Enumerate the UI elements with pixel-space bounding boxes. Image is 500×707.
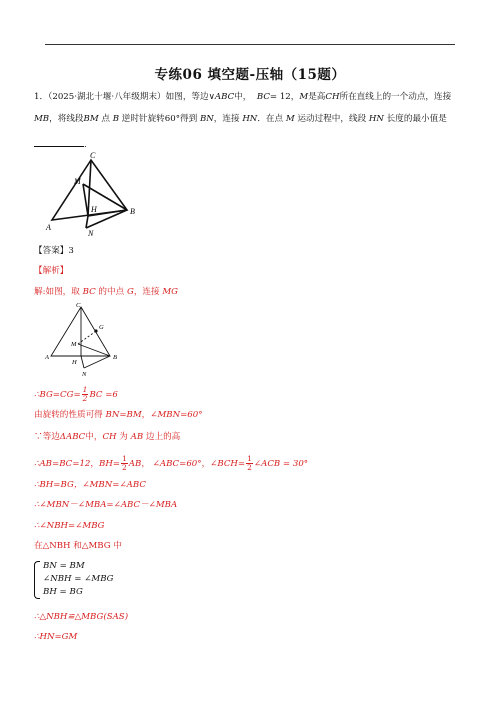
fraction-denominator: 2: [122, 463, 127, 472]
step-text: ，: [141, 459, 150, 469]
question-line-1: [34, 92, 451, 103]
fraction-half: [82, 386, 89, 403]
point-g: [94, 329, 97, 332]
segment-hn: [86, 216, 88, 228]
question-figure: [44, 150, 140, 236]
label-a: A: [46, 223, 51, 232]
step-4: [34, 455, 308, 472]
fraction-numerator: 1: [122, 454, 127, 463]
label-n: N: [88, 229, 94, 236]
label-a: A: [45, 354, 49, 361]
label-n: N: [82, 371, 87, 378]
question-text: 是高: [308, 92, 326, 102]
question-text: 如图，等边: [165, 92, 209, 102]
fraction-denominator: 2: [247, 463, 252, 472]
step-7: ∴∠NBH=∠MBG: [34, 521, 105, 531]
answer-label: 【答案】: [34, 246, 69, 256]
step-text: ∵等边: [34, 432, 60, 442]
math-ch: CH: [325, 92, 340, 102]
math-triangle-abc: ∨ABC: [208, 92, 235, 102]
math-angle-acb: ∠ACB = 30°: [253, 459, 309, 469]
math-hn: HN: [242, 114, 258, 124]
question-text: ．在点: [257, 114, 284, 124]
step-5: ∴BH=BG，∠MBN=∠ABC: [34, 480, 146, 490]
question-text: 点: [101, 114, 110, 124]
label-h: H: [91, 205, 97, 214]
math-bc: BC: [256, 92, 270, 102]
math-ab: AB: [128, 459, 142, 469]
system-row-3: BH = BG: [43, 587, 83, 597]
step-1: [34, 386, 118, 403]
label-h: H: [72, 359, 77, 366]
step-6: ∴∠MBN－∠MBA=∠ABC－∠MBA: [34, 500, 178, 510]
fraction-numerator: 1: [247, 454, 252, 463]
triangle-abc-shape: [51, 307, 110, 356]
math-mg: MG: [162, 287, 179, 297]
step-8: 在△NBH 和△MBG 中: [34, 541, 122, 551]
step-3: [34, 432, 180, 443]
label-b: B: [130, 207, 135, 216]
question-text: ，: [290, 92, 300, 102]
step-text: ，: [201, 459, 211, 469]
math-bn: BN: [199, 114, 214, 124]
analysis-text: ，连接: [133, 287, 160, 297]
analysis-text: 解:如图，取: [34, 287, 80, 297]
math-mb: MB: [34, 114, 50, 124]
math-angle-mbn: ∠MBN=60°: [150, 410, 203, 420]
step-text: 由旋转的性质可得: [34, 410, 103, 420]
system-brace: [34, 561, 40, 599]
analysis-label: 【解析】: [34, 266, 69, 276]
math-m: M: [299, 92, 309, 102]
label-c: C: [90, 151, 96, 160]
page-title: 专练06 填空题-压轴（15题）: [154, 67, 346, 83]
step-text: ，: [141, 410, 151, 420]
question-text: 逆时针旋转: [121, 114, 165, 124]
analysis-intro: [34, 287, 178, 298]
segment-mb: [78, 344, 110, 356]
question-text: 得到: [180, 114, 198, 124]
math-b: B: [112, 114, 120, 124]
question-text: ，将线段: [49, 114, 84, 124]
analysis-text: 的中点: [98, 287, 125, 297]
question-text: 运动过程中，线段: [297, 114, 367, 124]
question-text: ，连接: [213, 114, 240, 124]
step-text: ，: [90, 459, 99, 469]
step-9: ∴△NBH≌△MBG(SAS): [34, 612, 129, 622]
label-m: M: [74, 177, 81, 186]
math-g: G: [126, 287, 134, 297]
label-g: G: [99, 324, 104, 331]
math-ch: CH: [102, 432, 117, 442]
step-text: 为: [119, 432, 128, 442]
fraction-half: [121, 455, 128, 472]
math-m: M: [285, 114, 295, 124]
math-angle-bch: ∠BCH=: [210, 459, 246, 469]
question-source: （2025·湖北十堰·八年级期末）: [48, 92, 166, 102]
fraction-half: [246, 455, 253, 472]
segment-bn: [84, 356, 110, 368]
step-text: 边上的高: [145, 432, 181, 442]
label-b: B: [113, 354, 117, 361]
math-bc: BC: [82, 287, 96, 297]
fraction-denominator: 2: [82, 394, 88, 403]
math-angle: 60°: [164, 114, 180, 124]
step-text: ∴BG=CG=: [34, 390, 81, 400]
question-line-2: [34, 114, 447, 125]
label-m: M: [71, 341, 77, 348]
math-hn: HN: [368, 114, 384, 124]
math-bm: BM: [83, 114, 99, 124]
question-text: .: [84, 140, 87, 150]
math-triangle-abc: ΔABC: [59, 432, 86, 442]
question-text: 中，: [234, 92, 252, 102]
question-number: 1．: [34, 92, 49, 102]
segment-hn: [81, 356, 84, 368]
solution-figure: [44, 300, 130, 378]
step-10: ∴HN=GM: [34, 632, 78, 642]
header-rule: [45, 44, 455, 45]
answer-blank: [34, 138, 84, 147]
math-bn-bm: BN=BM: [105, 410, 142, 420]
answer-line: [34, 246, 74, 257]
fraction-numerator: 1: [82, 385, 88, 394]
system-row-1: BN = BM: [43, 561, 85, 571]
system-row-2: ∠NBH = ∠MBG: [43, 574, 114, 584]
question-text: 所在直线上的一个动点，连接: [339, 92, 452, 102]
question-text: 长度的最小值是: [386, 114, 447, 124]
math-bh: BH=: [99, 459, 121, 469]
math-angle-abc: ∠ABC=60°: [152, 459, 202, 469]
math-ab-bc: ∴AB=BC=12: [34, 459, 91, 469]
segment-mh: [83, 184, 88, 216]
label-c: C: [76, 302, 81, 309]
step-text: 中，: [85, 432, 103, 442]
answer-value: 3: [68, 246, 74, 256]
math-ab: AB: [130, 432, 144, 442]
step-text: BC =6: [89, 390, 118, 400]
math-value: = 12: [269, 92, 291, 102]
step-2: [34, 410, 203, 421]
